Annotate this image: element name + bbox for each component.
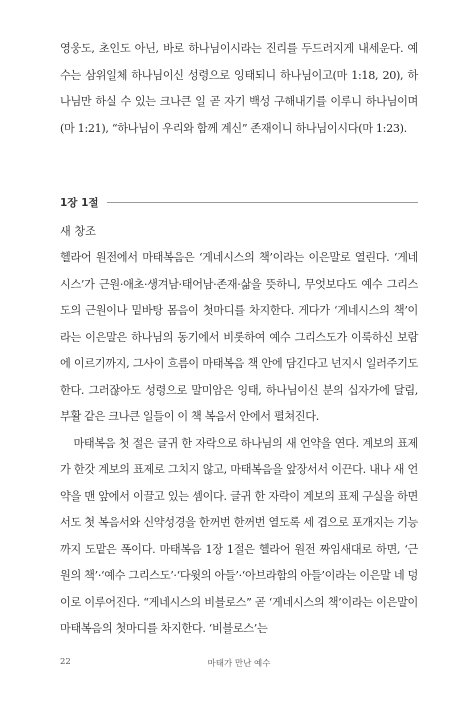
body-paragraph-1: 헬라어 원전에서 마태복음은 ‘게네시스의 책’이라는 이은말로 열린다. ‘게네시스’가 근원·애초·생겨남·태어남·존재·삶을 뜻하니, 무엇보다도 예수 그리스도의 근원이나 밑바탕 몸음이 첫마디를 차지한다. 게다가 ‘게네시스의 책’이라는 이은말은 하나님의 동기에서 비롯하여 예수 그리스도가 이룩하신 보람에 이르기까지, 그사이 흐름이 마태복음 책 안에 담긴다고 넌지시 일러주기도 한다. 그러잖아도 성령으로 말미암은 잉태, 하나님이신 분의 십자가에 달림, 부활 같은 크나큰 일들이 이 책 복음서 안에서 펼쳐진다. — [60, 251, 418, 423]
running-title: 마태가 만난 예수 — [207, 659, 271, 669]
body-text — [60, 245, 418, 643]
page-number: 22 — [60, 657, 71, 667]
section-divider — [107, 202, 418, 203]
intro-paragraph: 영웅도, 초인도 아닌, 바로 하나님이시라는 진리를 두드러지게 내세운다. 예수는 삼위일체 하나님이신 성령으로 잉태되니 하나님이고(마 1:18, 20), 하나님만 하실 수 있는 크나큰 일 곧 자기 백성 구해내기를 이루니 하나님이며(마 1:21), “하나님이 우리와 함께 계신” 존재이니 하나님이시다(마 1:23). — [60, 42, 418, 135]
book-page — [60, 0, 418, 703]
section-label: 1장 1절 — [60, 196, 99, 209]
body-paragraph-2: 마태복음 첫 절은 글귀 한 자락으로 하나님의 새 언약을 연다. 계보의 표제가 한갓 계보의 표제로 그치지 않고, 마태복음을 앞장서서 이끈다. 내나 새 언약을 맨 앞에서 이끌고 있는 셈이다. 글귀 한 자락이 계보의 표제 구실을 하면서도 첫 복음서와 신약성경을 한꺼번 한꺼번 열도록 세 겹으로 포개지는 기능까지 도맡은 폭이다. 마태복음 1장 1절은 헬라어 원전 짜임새대로 하면, ‘근원의 책’·‘예수 그리스도’·‘다윗의 아들’·‘아브라함의 아들’이라는 이은말 네 덩이로 이루어진다. “게네시스의 비블로스” 곧 ‘게네시스의 책’이라는 이은말이 마태복음의 첫마디를 차지한다. ‘비블로스’는 — [60, 436, 418, 635]
section-header — [60, 194, 418, 210]
section-subtitle: 새 창조 — [60, 225, 96, 238]
